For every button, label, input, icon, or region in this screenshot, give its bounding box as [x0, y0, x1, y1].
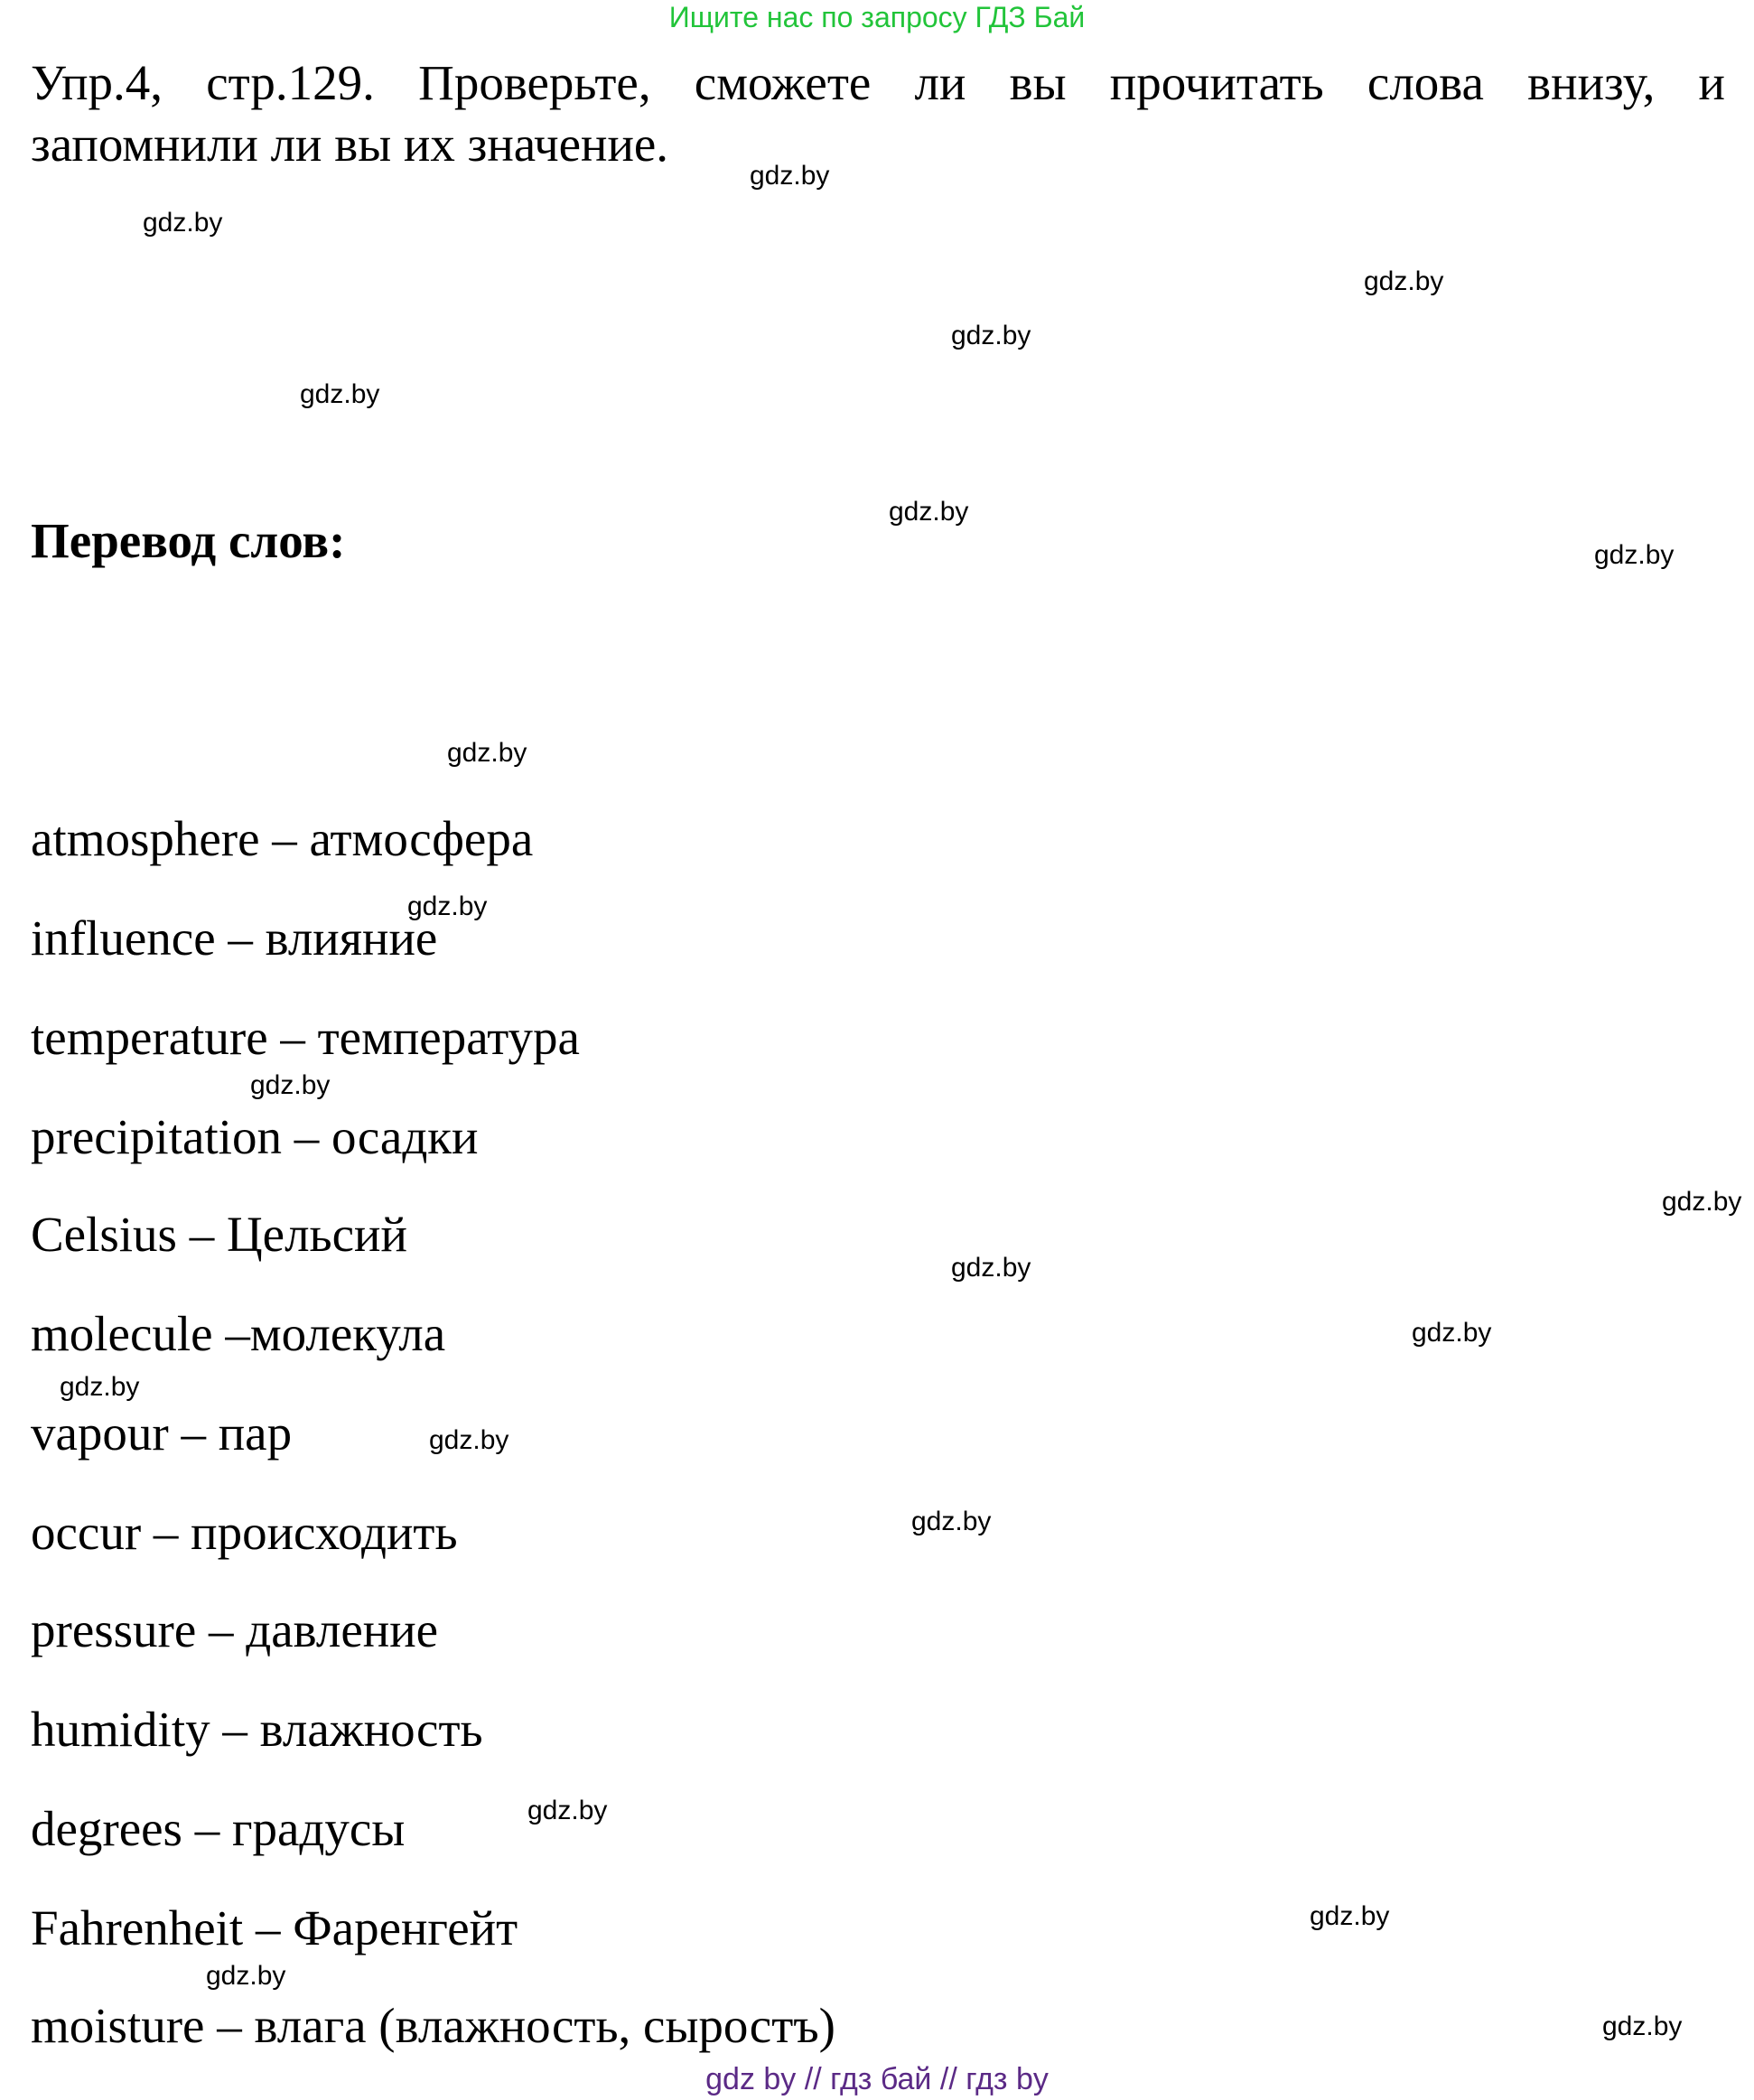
vocab-item: humidity – влажность: [31, 1702, 483, 1757]
watermark: gdz.by: [250, 1070, 331, 1100]
watermark: gdz.by: [1662, 1187, 1742, 1217]
watermark: gdz.by: [951, 321, 1031, 350]
section-heading: Перевод слов:: [31, 513, 346, 568]
watermark: gdz.by: [1364, 266, 1444, 296]
watermark: gdz.by: [889, 497, 969, 527]
vocab-item: influence – влияние: [31, 910, 438, 966]
vocab-item: temperature – температура: [31, 1010, 580, 1065]
vocab-item: vapour – пар: [31, 1405, 293, 1461]
exercise-title-line-1: Упр.4, стр.129. Проверьте, сможете ли вы прочитать слова внизу, и: [31, 55, 1725, 110]
watermark: gdz.by: [143, 208, 223, 238]
vocab-item: moisture – влага (влажность, сыростъ): [31, 1998, 835, 2053]
watermark: gdz.by: [1310, 1901, 1390, 1931]
watermark: gdz.by: [1412, 1318, 1492, 1348]
watermark: gdz.by: [911, 1507, 992, 1536]
vocab-item: atmosphere – атмосфера: [31, 811, 534, 866]
vocab-item: pressure – давление: [31, 1602, 439, 1657]
vocab-item: occur – происходить: [31, 1505, 458, 1560]
watermark: gdz.by: [951, 1253, 1031, 1283]
vocab-item: Celsius – Цельсий: [31, 1207, 407, 1262]
watermark: gdz.by: [300, 379, 380, 409]
watermark: gdz.by: [447, 738, 527, 768]
vocab-item: precipitation – осадки: [31, 1109, 479, 1164]
top-banner: Ищите нас по запросу ГДЗ Бай: [668, 1, 1086, 33]
watermark: gdz.by: [60, 1372, 140, 1402]
watermark: gdz.by: [407, 891, 488, 921]
watermark: gdz.by: [429, 1425, 509, 1455]
footer-links: gdz by // гдз бай // гдз by: [705, 2062, 1049, 2096]
vocab-item: degrees – градусы: [31, 1801, 406, 1856]
watermark: gdz.by: [206, 1961, 286, 1991]
exercise-title: [31, 52, 1725, 175]
vocab-item: Fahrenheit – Фаренгейт: [31, 1900, 518, 1955]
watermark: gdz.by: [527, 1796, 608, 1825]
exercise-title-line-2: запомнили ли вы их значение.: [31, 117, 669, 172]
watermark: gdz.by: [750, 161, 830, 191]
watermark: gdz.by: [1594, 540, 1675, 570]
vocab-item: molecule –молекула: [31, 1306, 446, 1361]
watermark: gdz.by: [1602, 2011, 1683, 2041]
